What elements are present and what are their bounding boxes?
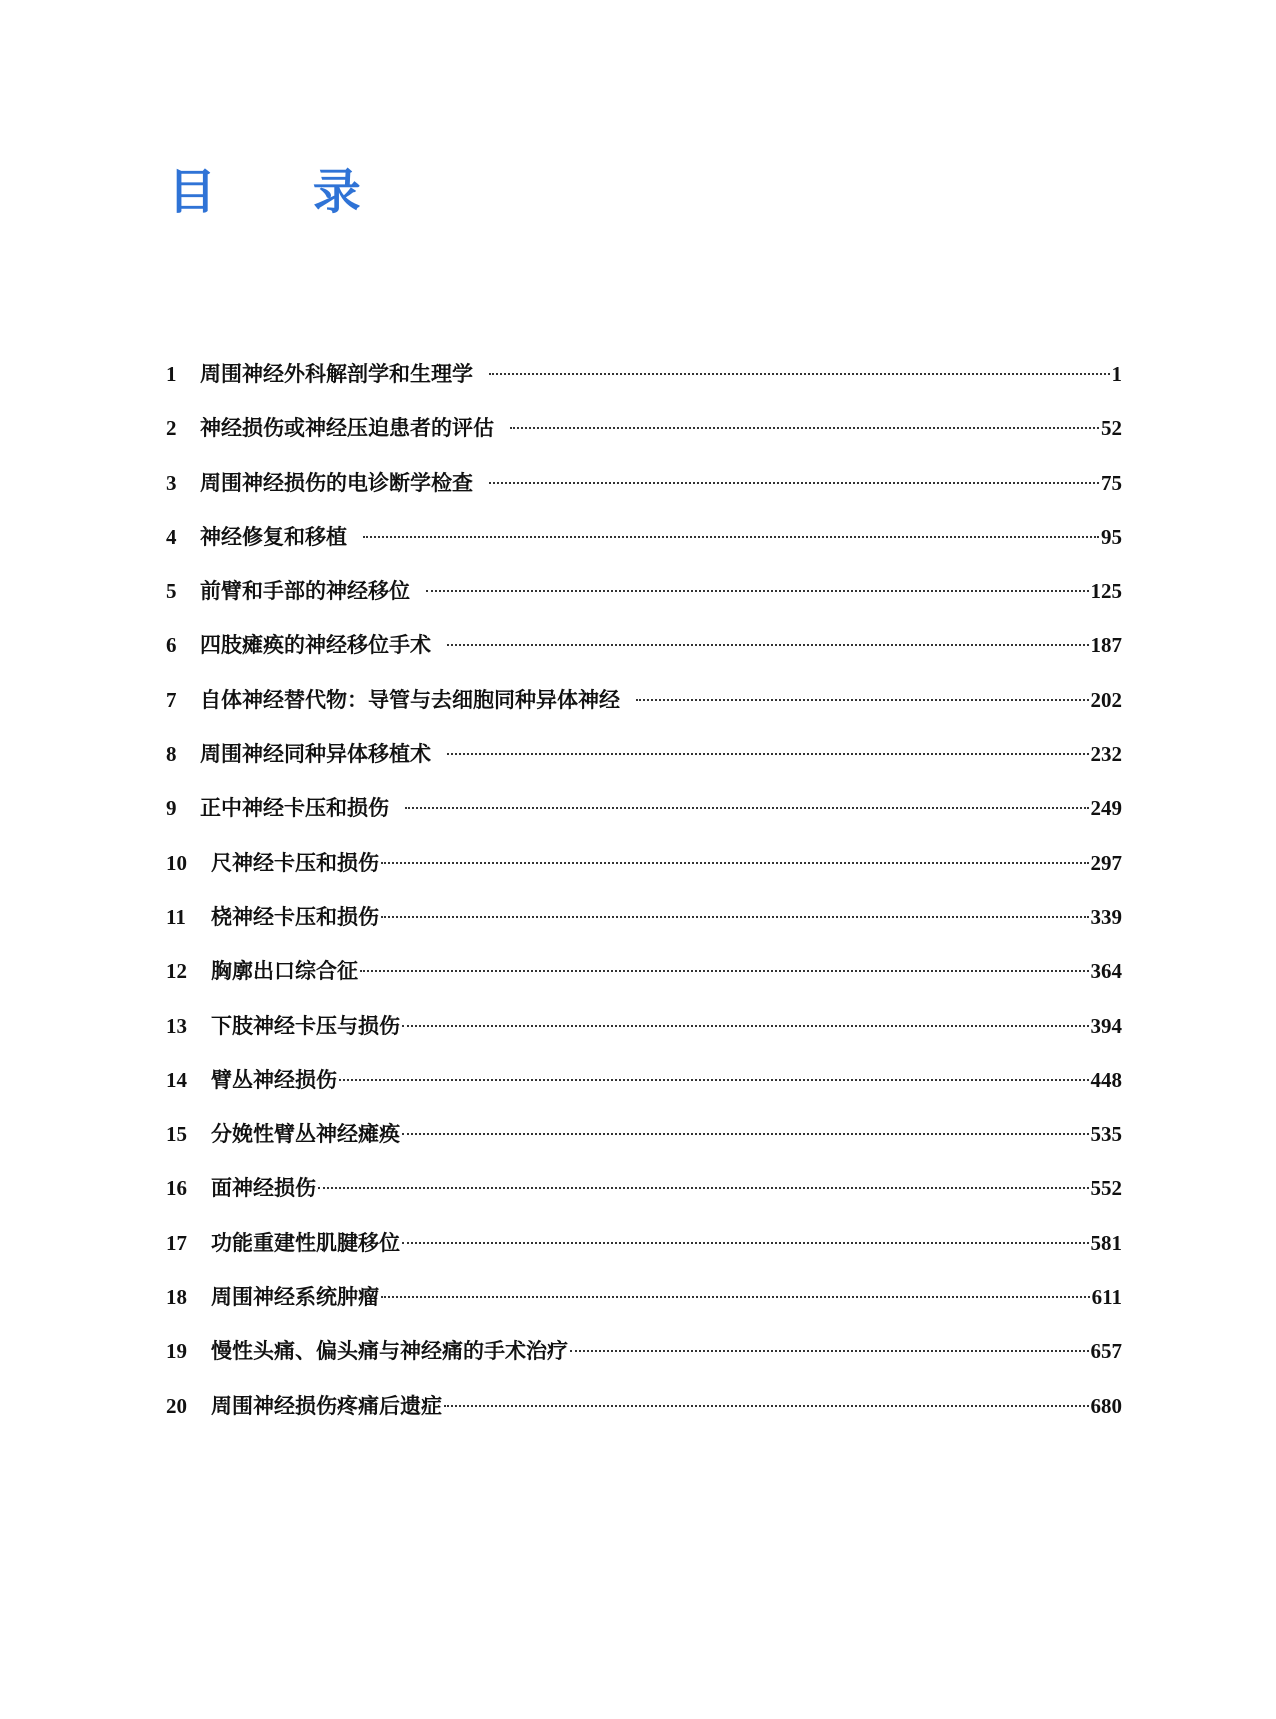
toc-entry-title: 面神经损伤: [211, 1175, 316, 1201]
toc-dot-leader: [444, 1405, 1089, 1407]
toc-dot-leader: [381, 1296, 1090, 1298]
toc-entry-number: 6: [166, 633, 177, 658]
toc-entry-page: 52: [1101, 416, 1122, 441]
toc-entry-title: 周围神经系统肿瘤: [211, 1284, 379, 1310]
toc-entry-number: 7: [166, 687, 177, 712]
toc-entry-page: 448: [1090, 1067, 1122, 1092]
toc-dot-leader: [447, 644, 1089, 646]
toc-dot-leader: [636, 699, 1089, 701]
toc-dot-leader: [360, 970, 1089, 972]
toc-entry-page: 232: [1090, 742, 1122, 767]
toc-entry-number: 17: [166, 1230, 187, 1255]
toc-entry-title: 神经修复和移植: [200, 523, 347, 549]
toc-dot-leader: [510, 427, 1099, 429]
toc-entry[interactable]: [166, 792, 1122, 846]
toc-entry-number: 10: [166, 850, 187, 875]
toc-entry[interactable]: [166, 955, 1122, 1009]
toc-dot-leader: [489, 482, 1099, 484]
toc-entry[interactable]: [166, 1010, 1122, 1064]
toc-entry[interactable]: [166, 358, 1122, 412]
toc-entry-title: 正中神经卡压和损伤: [200, 795, 389, 821]
toc-dot-leader: [363, 536, 1099, 538]
toc-entry-number: 3: [166, 470, 177, 495]
toc-dot-leader: [381, 862, 1089, 864]
toc-entry[interactable]: [166, 1064, 1122, 1118]
toc-entry-title: 周围神经损伤的电诊断学检查: [200, 469, 473, 495]
toc-entry-page: 611: [1091, 1285, 1122, 1310]
toc-entry-number: 11: [166, 904, 186, 929]
toc-dot-leader: [447, 753, 1089, 755]
toc-dot-leader: [402, 1025, 1089, 1027]
toc-entry-number: 18: [166, 1285, 187, 1310]
toc-entry-page: 394: [1090, 1013, 1122, 1038]
toc-dot-leader: [339, 1079, 1089, 1081]
toc-entry-page: 552: [1090, 1176, 1122, 1201]
toc-entry-number: 9: [166, 796, 177, 821]
toc-entry-title: 神经损伤或神经压迫患者的评估: [200, 415, 494, 441]
toc-entry-title: 尺神经卡压和损伤: [211, 849, 379, 875]
toc-dot-leader: [570, 1350, 1089, 1352]
toc-entry-title: 臂丛神经损伤: [211, 1066, 337, 1092]
toc-entry-title: 周围神经同种异体移植术: [200, 741, 431, 767]
toc-entry-number: 1: [166, 362, 177, 386]
toc-entry[interactable]: [166, 629, 1122, 683]
toc-entry-page: 657: [1090, 1339, 1122, 1364]
toc-dot-leader: [318, 1187, 1089, 1189]
toc-entry[interactable]: [166, 1335, 1122, 1389]
toc-entry[interactable]: [166, 467, 1122, 521]
toc-entry[interactable]: [166, 684, 1122, 738]
toc-entry[interactable]: [166, 901, 1122, 955]
toc-entry[interactable]: [166, 1172, 1122, 1226]
toc-dot-leader: [489, 373, 1110, 375]
toc-entry-number: 15: [166, 1122, 187, 1147]
toc-entry-title: 自体神经替代物：导管与去细胞同种异体神经: [200, 686, 620, 712]
toc-entry-page: 364: [1090, 959, 1122, 984]
toc-entry-page: 95: [1101, 524, 1122, 549]
toc-entry-title: 四肢瘫痪的神经移位手术: [200, 632, 431, 658]
toc-entry[interactable]: [166, 575, 1122, 629]
toc-entry-number: 8: [166, 742, 177, 767]
toc-entry-number: 16: [166, 1176, 187, 1201]
toc-entry-page: 581: [1090, 1230, 1122, 1255]
toc-entry-title: 下肢神经卡压与损伤: [211, 1012, 400, 1038]
toc-entry-number: 4: [166, 524, 177, 549]
toc-list: [166, 358, 1122, 1444]
toc-entry[interactable]: [166, 1118, 1122, 1172]
toc-entry-number: 12: [166, 959, 187, 984]
toc-entry[interactable]: [166, 1281, 1122, 1335]
toc-entry-title: 慢性头痛、偏头痛与神经痛的手术治疗: [211, 1338, 568, 1364]
toc-entry-title: 胸廓出口综合征: [211, 958, 358, 984]
toc-entry-title: 前臂和手部的神经移位: [200, 578, 410, 604]
toc-entry-title: 分娩性臂丛神经瘫痪: [211, 1121, 400, 1147]
toc-entry[interactable]: [166, 738, 1122, 792]
toc-dot-leader: [402, 1242, 1089, 1244]
toc-dot-leader: [402, 1133, 1089, 1135]
toc-dot-leader: [381, 916, 1089, 918]
toc-dot-leader: [405, 807, 1089, 809]
toc-entry-number: 20: [166, 1393, 187, 1418]
toc-entry-page: 535: [1090, 1122, 1122, 1147]
toc-entry-page: 187: [1090, 633, 1122, 658]
toc-entry-page: 202: [1090, 687, 1122, 712]
toc-entry[interactable]: [166, 1227, 1122, 1281]
toc-entry[interactable]: [166, 847, 1122, 901]
toc-entry-page: 297: [1090, 850, 1122, 875]
toc-entry-title: 功能重建性肌腱移位: [211, 1229, 400, 1255]
toc-entry-number: 2: [166, 416, 177, 441]
toc-dot-leader: [426, 590, 1089, 592]
toc-entry-page: 249: [1090, 796, 1122, 821]
toc-entry[interactable]: [166, 412, 1122, 466]
toc-entry-number: 5: [166, 579, 177, 604]
toc-entry-page: 75: [1101, 470, 1122, 495]
toc-entry-number: 13: [166, 1013, 187, 1038]
toc-entry-number: 14: [166, 1067, 187, 1092]
toc-entry-page: 339: [1090, 904, 1122, 929]
page-title: 目 录: [168, 164, 401, 220]
toc-entry-page: 125: [1090, 579, 1122, 604]
toc-entry-title: 桡神经卡压和损伤: [211, 903, 379, 929]
toc-entry[interactable]: [166, 1390, 1122, 1444]
toc-entry-number: 19: [166, 1339, 187, 1364]
toc-entry-title: 周围神经损伤疼痛后遗症: [211, 1392, 442, 1418]
toc-entry[interactable]: [166, 521, 1122, 575]
toc-entry-page: 680: [1090, 1393, 1122, 1418]
toc-entry-page: 1: [1111, 362, 1122, 386]
toc-entry-title: 周围神经外科解剖学和生理学: [200, 361, 473, 386]
